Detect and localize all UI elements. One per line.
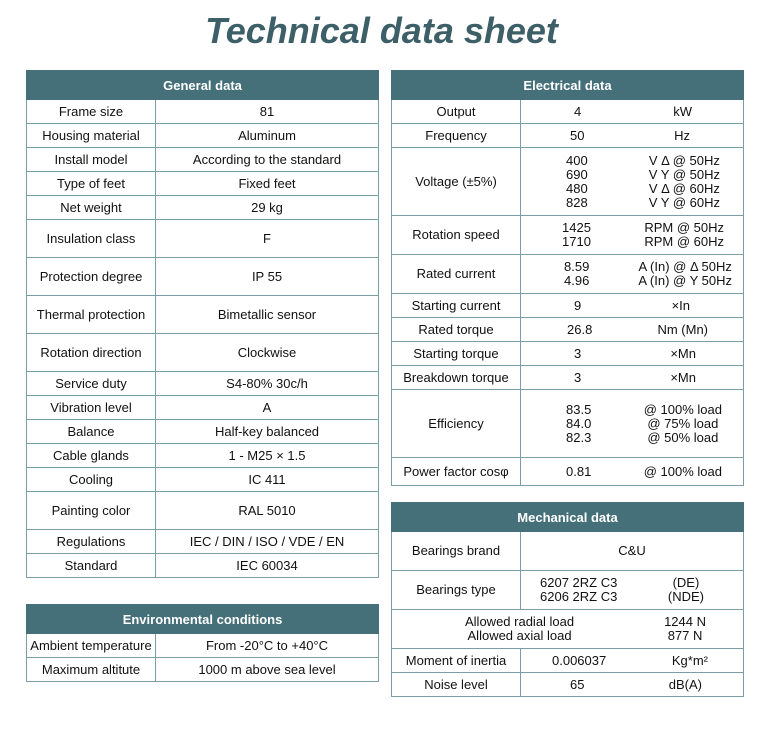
breakdown-torque-unit: ×Mn	[670, 369, 696, 385]
balance-value: Half-key balanced	[156, 420, 379, 444]
vibration-level-row	[27, 396, 379, 420]
voltage-value: 400	[566, 152, 588, 168]
voltage-unit: V Y @ 60Hz	[648, 194, 720, 210]
noise-level-label: Noise level	[392, 673, 521, 697]
rated-torque-unit: Nm (Mn)	[657, 321, 708, 337]
standard-row	[27, 554, 379, 578]
allowed-loads-row	[392, 610, 744, 649]
rotation-speed-value: 1425	[562, 220, 591, 235]
starting-torque-value: 3	[574, 345, 582, 361]
ambient-temperature-value: From -20°C to +40°C	[156, 634, 379, 658]
rated-torque-row	[392, 318, 744, 342]
rated-current-unit: A (In) @ Y 50Hz	[638, 273, 732, 288]
protection-degree-row	[27, 258, 379, 296]
breakdown-torque-row	[392, 366, 744, 390]
type-of-feet-row	[27, 172, 379, 196]
frequency-label: Frequency	[392, 124, 521, 148]
frequency-row	[392, 124, 744, 148]
regulations-label: Regulations	[27, 530, 156, 554]
rated-current-label: Rated current	[392, 255, 521, 294]
mechanical-data-header: Mechanical data	[392, 503, 744, 532]
breakdown-torque-value: 3	[574, 369, 582, 385]
insulation-class-label: Insulation class	[27, 220, 156, 258]
starting-torque-row	[392, 342, 744, 366]
install-model-row	[27, 148, 379, 172]
bearings-brand-label: Bearings brand	[392, 532, 521, 571]
ambient-temperature-row	[27, 634, 379, 658]
rotation-speed-label: Rotation speed	[392, 216, 521, 255]
cable-glands-value: 1 - M25 × 1.5	[156, 444, 379, 468]
allowed-axial-load-label: Allowed axial load	[467, 628, 572, 643]
efficiency-unit: @ 75% load	[647, 415, 719, 431]
allowed-radial-load-label: Allowed radial load	[465, 614, 575, 629]
painting-color-value: RAL 5010	[156, 492, 379, 530]
rated-current-value: 8.59	[564, 259, 590, 274]
rated-current-value: 4.96	[564, 273, 590, 288]
protection-degree-value: IP 55	[156, 258, 379, 296]
housing-material-value: Aluminum	[156, 124, 379, 148]
maximum-altitute-value: 1000 m above sea level	[156, 658, 379, 682]
frame-size-value: 81	[156, 100, 379, 124]
painting-color-row	[27, 492, 379, 530]
maximum-altitute-label: Maximum altitute	[27, 658, 156, 682]
frequency-unit: Hz	[674, 127, 690, 143]
power-factor-row	[392, 458, 744, 486]
install-model-value: According to the standard	[156, 148, 379, 172]
thermal-protection-label: Thermal protection	[27, 296, 156, 334]
voltage-unit: V Δ @ 60Hz	[648, 180, 720, 196]
output-row	[392, 100, 744, 124]
rated-current-row	[392, 255, 744, 294]
allowed-radial-load-value: 1244 N	[664, 614, 706, 629]
rotation-speed-unit: RPM @ 50Hz	[644, 220, 724, 235]
housing-material-label: Housing material	[27, 124, 156, 148]
vibration-level-value: A	[156, 396, 379, 420]
moment-of-inertia-unit: Kg*m²	[671, 652, 708, 668]
starting-torque-unit: ×Mn	[670, 345, 696, 361]
output-label: Output	[392, 100, 521, 124]
balance-row	[27, 420, 379, 444]
standard-label: Standard	[27, 554, 156, 578]
cable-glands-row	[27, 444, 379, 468]
rated-torque-label: Rated torque	[392, 318, 521, 342]
power-factor-unit: @ 100% load	[643, 463, 722, 479]
type-of-feet-value: Fixed feet	[156, 172, 379, 196]
rotation-speed-unit: RPM @ 60Hz	[644, 234, 724, 249]
frequency-value: 50	[570, 127, 585, 143]
efficiency-value: 83.5	[566, 401, 592, 417]
general-data-header: General data	[27, 71, 379, 100]
net-weight-row	[27, 196, 379, 220]
bearings-type-value: 6206 2RZ C3	[540, 589, 618, 604]
voltage-value: 480	[566, 180, 588, 196]
moment-of-inertia-value: 0.006037	[552, 652, 607, 668]
painting-color-label: Painting color	[27, 492, 156, 530]
rotation-direction-value: Clockwise	[156, 334, 379, 372]
rated-torque-value: 26.8	[567, 321, 593, 337]
cable-glands-label: Cable glands	[27, 444, 156, 468]
cooling-row	[27, 468, 379, 492]
mechanical-data-table	[391, 502, 744, 697]
bearings-type-value: 6207 2RZ C3	[540, 575, 618, 590]
efficiency-unit: @ 50% load	[647, 429, 719, 445]
rotation-speed-value: 1710	[562, 234, 591, 249]
cooling-value: IC 411	[156, 468, 379, 492]
efficiency-label: Efficiency	[392, 390, 521, 458]
rotation-speed-row	[392, 216, 744, 255]
voltage-unit: V Y @ 50Hz	[648, 166, 720, 182]
output-unit: kW	[673, 103, 692, 119]
power-factor-value: 0.81	[566, 463, 592, 479]
thermal-protection-value: Bimetallic sensor	[156, 296, 379, 334]
starting-torque-label: Starting torque	[392, 342, 521, 366]
service-duty-label: Service duty	[27, 372, 156, 396]
service-duty-value: S4-80% 30c/h	[156, 372, 379, 396]
environmental-conditions-table	[26, 604, 379, 682]
general-data-table	[26, 70, 379, 578]
bearings-type-label: Bearings type	[392, 571, 521, 610]
ambient-temperature-label: Ambient temperature	[27, 634, 156, 658]
frame-size-row	[27, 100, 379, 124]
efficiency-value: 84.0	[566, 415, 592, 431]
noise-level-value: 65	[570, 676, 585, 692]
protection-degree-label: Protection degree	[27, 258, 156, 296]
electrical-data-table	[391, 70, 744, 486]
rotation-direction-row	[27, 334, 379, 372]
voltage-value: 690	[566, 166, 588, 182]
noise-level-row	[392, 673, 744, 697]
output-value: 4	[574, 103, 582, 119]
net-weight-label: Net weight	[27, 196, 156, 220]
bearings-brand-value: C&U	[521, 532, 744, 571]
frame-size-label: Frame size	[27, 100, 156, 124]
starting-current-unit: ×In	[671, 297, 690, 313]
starting-current-row	[392, 294, 744, 318]
voltage-value: 828	[566, 194, 588, 210]
thermal-protection-row	[27, 296, 379, 334]
electrical-data-header: Electrical data	[392, 71, 744, 100]
bearings-type-unit: (NDE)	[667, 589, 704, 604]
efficiency-value: 82.3	[566, 429, 592, 445]
allowed-axial-load-value: 877 N	[667, 628, 703, 643]
service-duty-row	[27, 372, 379, 396]
standard-value: IEC 60034	[156, 554, 379, 578]
cooling-label: Cooling	[27, 468, 156, 492]
voltage-row	[392, 148, 744, 216]
regulations-value: IEC / DIN / ISO / VDE / EN	[156, 530, 379, 554]
balance-label: Balance	[27, 420, 156, 444]
efficiency-row	[392, 390, 744, 458]
voltage-unit: V Δ @ 50Hz	[648, 152, 720, 168]
power-factor-label: Power factor cosφ	[392, 458, 521, 486]
efficiency-unit: @ 100% load	[643, 401, 722, 417]
insulation-class-value: F	[156, 220, 379, 258]
starting-current-value: 9	[574, 297, 582, 313]
insulation-class-row	[27, 220, 379, 258]
moment-of-inertia-label: Moment of inertia	[392, 649, 521, 673]
type-of-feet-label: Type of feet	[27, 172, 156, 196]
install-model-label: Install model	[27, 148, 156, 172]
rated-current-unit: A (In) @ Δ 50Hz	[638, 259, 732, 274]
maximum-altitute-row	[27, 658, 379, 682]
rotation-direction-label: Rotation direction	[27, 334, 156, 372]
housing-material-row	[27, 124, 379, 148]
breakdown-torque-label: Breakdown torque	[392, 366, 521, 390]
moment-of-inertia-row	[392, 649, 744, 673]
vibration-level-label: Vibration level	[27, 396, 156, 420]
bearings-brand-row	[392, 532, 744, 571]
environmental-conditions-header: Environmental conditions	[27, 605, 379, 634]
page-title: Technical data sheet	[205, 10, 558, 51]
bearings-type-unit: (DE)	[672, 575, 700, 590]
starting-current-label: Starting current	[392, 294, 521, 318]
net-weight-value: 29 kg	[156, 196, 379, 220]
voltage-label: Voltage (±5%)	[392, 148, 521, 216]
regulations-row	[27, 530, 379, 554]
noise-level-unit: dB(A)	[668, 676, 702, 692]
bearings-type-row	[392, 571, 744, 610]
